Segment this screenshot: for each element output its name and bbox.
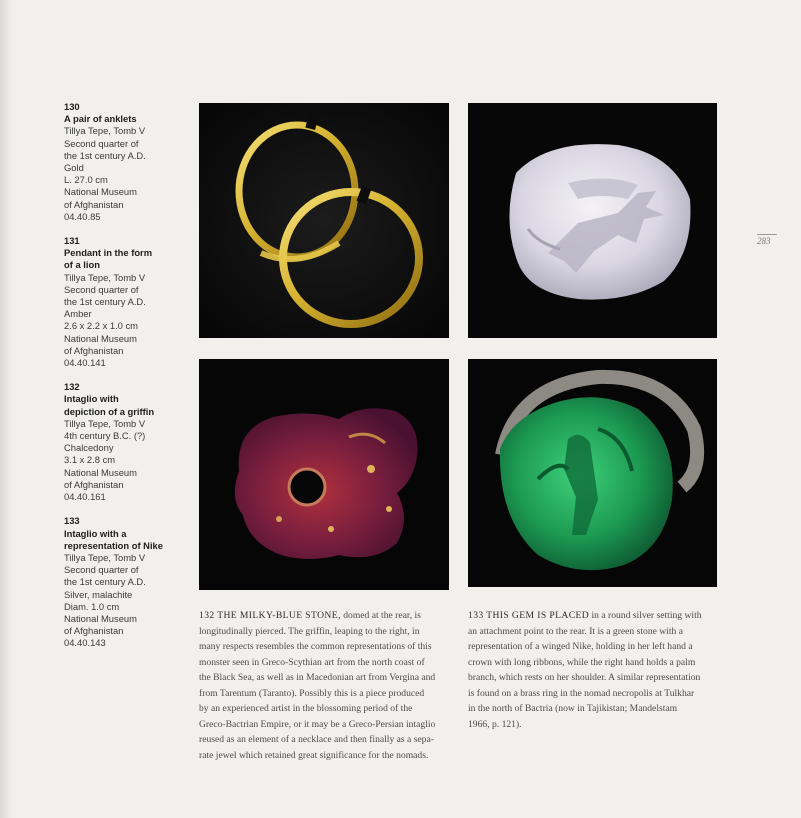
caption-number: 133 [64, 515, 80, 527]
description-line: reused as an element of a necklace and then finally as a sepa- [199, 734, 434, 745]
caption-detail: National Museum [64, 186, 137, 198]
caption-detail: Tillya Tepe, Tomb V [64, 417, 146, 429]
caption-detail: Silver, malachite [64, 588, 133, 600]
caption-132 [64, 381, 194, 503]
caption-133 [64, 515, 194, 649]
description-line: longitudinally pierced. The griffin, leaping to the right, in [199, 625, 420, 637]
description-lead: 132 THE MILKY-BLUE STONE, [199, 610, 341, 621]
description-line: Greco-Bactrian Empire, or it may be a Greco-Persian intaglio [199, 718, 436, 730]
photo-amber-lion-pendant [199, 359, 449, 590]
caption-detail: Second quarter of [64, 564, 139, 576]
caption-detail: 04.40.143 [64, 637, 106, 649]
description-line: from Tarentum (Taranto). Possibly this is a piece produced [199, 687, 425, 699]
caption-title: of a lion [64, 259, 100, 271]
caption-131 [64, 235, 194, 369]
caption-detail: the 1st century A.D. [64, 296, 146, 308]
caption-detail: 04.40.161 [64, 491, 106, 503]
caption-detail: National Museum [64, 612, 137, 624]
caption-detail: of Afghanistan [64, 344, 124, 356]
description-lead: 133 THIS GEM IS PLACED [468, 610, 590, 621]
description-line: the Black Sea, as well as in Macedonian art from Vergina and [199, 672, 436, 683]
caption-detail: Amber [64, 308, 92, 320]
caption-detail: of Afghanistan [64, 198, 124, 210]
caption-detail: 3.1 x 2.8 cm [64, 454, 116, 466]
caption-title: Pendant in the form [64, 247, 153, 259]
caption-detail: 2.6 x 2.2 x 1.0 cm [64, 320, 138, 332]
nike-intaglio-illustration [468, 359, 717, 587]
caption-detail: the 1st century A.D. [64, 576, 146, 588]
caption-detail: Diam. 1.0 cm [64, 600, 120, 612]
description-line: many respects resembles the common representations of this [199, 641, 432, 652]
caption-title: A pair of anklets [64, 113, 137, 125]
description-line: by an experienced artist in the blossoming period of the [199, 703, 413, 714]
description-line: representation of a winged Nike, holding in her left hand a [468, 641, 693, 652]
caption-number: 130 [64, 101, 80, 112]
page-number: 283 [757, 236, 771, 246]
caption-detail: of Afghanistan [64, 625, 124, 637]
description-line: an attachment point to the rear. It is a green stone with a [468, 625, 683, 637]
caption-detail: Second quarter of [64, 137, 139, 149]
description-line: branch, which rests on her shoulder. A similar representation [468, 672, 701, 683]
page-gutter [0, 0, 12, 818]
caption-title: depiction of a griffin [64, 405, 155, 417]
caption-title: Intaglio with [64, 393, 119, 405]
caption-detail: Tillya Tepe, Tomb V [64, 125, 146, 137]
photo-griffin-intaglio [468, 103, 717, 338]
description-line: rate jewel which retained great significance for the nomads. [199, 749, 429, 761]
caption-title: Intaglio with a [64, 527, 127, 539]
caption-detail: L. 27.0 cm [64, 174, 108, 186]
description-line: domed at the rear, is [340, 610, 421, 621]
description-line: is found on a brass ring in the nomad necropolis at Tulkhar [468, 687, 695, 699]
caption-number: 132 [64, 381, 80, 393]
caption-detail: of Afghanistan [64, 478, 124, 490]
caption-detail: the 1st century A.D. [64, 149, 146, 161]
description-line: monster seen in Greco-Scythian art from the north coast of [199, 656, 425, 668]
caption-detail: Tillya Tepe, Tomb V [64, 551, 146, 563]
description-132 [199, 608, 454, 763]
page-number-rule [757, 234, 777, 235]
caption-130 [64, 101, 194, 223]
caption-detail: 04.40.85 [64, 210, 101, 222]
gold-anklets-illustration [199, 103, 449, 338]
caption-detail: National Museum [64, 466, 137, 478]
caption-detail: Second quarter of [64, 283, 139, 295]
amber-lion-illustration [199, 359, 449, 590]
description-133 [468, 608, 723, 732]
description-line: in the north of Bactria (now in Tajikistan; Mandelstam [468, 703, 678, 714]
caption-detail: Tillya Tepe, Tomb V [64, 271, 146, 283]
caption-number: 131 [64, 235, 80, 247]
caption-detail: National Museum [64, 332, 137, 344]
caption-detail: Gold [64, 162, 84, 174]
griffin-intaglio-illustration [468, 103, 717, 338]
photo-nike-intaglio [468, 359, 717, 587]
caption-detail: Chalcedony [64, 442, 114, 454]
caption-detail: 4th century B.C. (?) [64, 430, 146, 442]
caption-detail: 04.40.141 [64, 357, 106, 369]
caption-title: representation of Nike [64, 539, 163, 551]
captions-sidebar [64, 101, 194, 662]
description-line: 1966, p. 121). [468, 718, 522, 730]
description-line: crown with long ribbons, while the right hand holds a palm [468, 656, 696, 668]
description-line: in a round silver setting with [589, 610, 702, 621]
photo-gold-anklets [199, 103, 449, 338]
